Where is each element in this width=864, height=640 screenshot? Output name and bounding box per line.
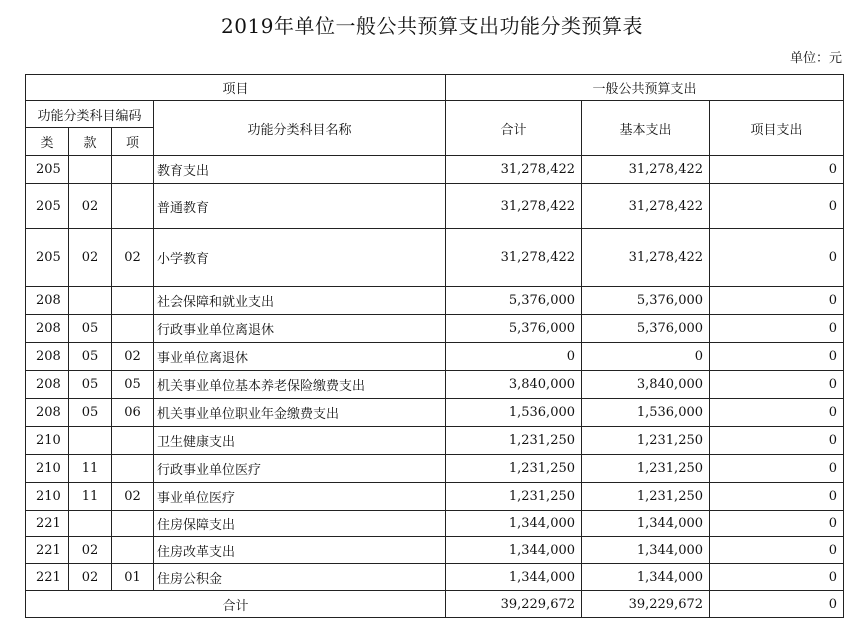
cell-project: 0 <box>710 184 844 229</box>
table-row <box>26 315 844 343</box>
cell-lei: 208 <box>26 343 69 371</box>
cell-kuan: 02 <box>69 184 112 229</box>
cell-xiang <box>112 287 154 315</box>
cell-lei: 208 <box>26 315 69 343</box>
page-title: 2019年单位一般公共预算支出功能分类预算表 <box>221 14 643 38</box>
cell-xiang <box>112 315 154 343</box>
cell-kuan <box>69 511 112 537</box>
cell-name: 卫生健康支出 <box>154 427 446 455</box>
table-body <box>26 156 844 618</box>
cell-project: 0 <box>710 483 844 511</box>
cell-project: 0 <box>710 315 844 343</box>
summary-project: 0 <box>710 591 844 618</box>
summary-row <box>26 591 844 618</box>
cell-project: 0 <box>710 371 844 399</box>
cell-basic: 3,840,000 <box>582 371 710 399</box>
cell-xiang: 02 <box>112 343 154 371</box>
header-general-budget: 一般公共预算支出 <box>446 75 844 101</box>
cell-lei: 221 <box>26 564 69 591</box>
cell-xiang: 05 <box>112 371 154 399</box>
table-row <box>26 371 844 399</box>
cell-name: 住房公积金 <box>154 564 446 591</box>
cell-kuan: 02 <box>69 229 112 287</box>
cell-name: 行政事业单位离退休 <box>154 315 446 343</box>
cell-project: 0 <box>710 156 844 184</box>
cell-total: 31,278,422 <box>446 156 582 184</box>
summary-basic: 39,229,672 <box>582 591 710 618</box>
cell-total: 1,344,000 <box>446 564 582 591</box>
table-row <box>26 156 844 184</box>
cell-basic: 31,278,422 <box>582 156 710 184</box>
cell-xiang <box>112 537 154 564</box>
cell-xiang <box>112 427 154 455</box>
cell-lei: 208 <box>26 399 69 427</box>
cell-total: 1,231,250 <box>446 483 582 511</box>
cell-name: 事业单位离退休 <box>154 343 446 371</box>
cell-basic: 1,231,250 <box>582 427 710 455</box>
cell-xiang <box>112 156 154 184</box>
cell-kuan: 02 <box>69 537 112 564</box>
cell-lei: 210 <box>26 427 69 455</box>
cell-name: 社会保障和就业支出 <box>154 287 446 315</box>
summary-total: 39,229,672 <box>446 591 582 618</box>
cell-name: 行政事业单位医疗 <box>154 455 446 483</box>
cell-total: 31,278,422 <box>446 229 582 287</box>
header-xiang: 项 <box>112 128 154 156</box>
cell-project: 0 <box>710 399 844 427</box>
cell-kuan: 05 <box>69 399 112 427</box>
cell-basic: 1,344,000 <box>582 564 710 591</box>
header-basic: 基本支出 <box>582 101 710 156</box>
cell-basic: 31,278,422 <box>582 229 710 287</box>
cell-name: 事业单位医疗 <box>154 483 446 511</box>
cell-lei: 210 <box>26 483 69 511</box>
table-row <box>26 537 844 564</box>
cell-basic: 5,376,000 <box>582 287 710 315</box>
cell-total: 0 <box>446 343 582 371</box>
cell-total: 1,536,000 <box>446 399 582 427</box>
cell-basic: 1,344,000 <box>582 511 710 537</box>
cell-basic: 1,536,000 <box>582 399 710 427</box>
cell-name: 普通教育 <box>154 184 446 229</box>
header-name: 功能分类科目名称 <box>154 101 446 156</box>
cell-lei: 205 <box>26 156 69 184</box>
cell-total: 31,278,422 <box>446 184 582 229</box>
cell-basic: 5,376,000 <box>582 315 710 343</box>
cell-basic: 1,231,250 <box>582 483 710 511</box>
cell-lei: 208 <box>26 287 69 315</box>
table-row <box>26 455 844 483</box>
cell-kuan <box>69 287 112 315</box>
cell-basic: 0 <box>582 343 710 371</box>
header-project: 项目支出 <box>710 101 844 156</box>
cell-lei: 221 <box>26 537 69 564</box>
cell-total: 1,231,250 <box>446 455 582 483</box>
cell-total: 5,376,000 <box>446 315 582 343</box>
cell-name: 小学教育 <box>154 229 446 287</box>
cell-xiang: 02 <box>112 229 154 287</box>
cell-total: 5,376,000 <box>446 287 582 315</box>
table-row <box>26 483 844 511</box>
cell-xiang <box>112 455 154 483</box>
cell-project: 0 <box>710 564 844 591</box>
cell-name: 机关事业单位职业年金缴费支出 <box>154 399 446 427</box>
table-row <box>26 287 844 315</box>
table-row <box>26 399 844 427</box>
table-row <box>26 564 844 591</box>
cell-kuan <box>69 427 112 455</box>
cell-xiang <box>112 511 154 537</box>
header-lei: 类 <box>26 128 69 156</box>
table-row <box>26 427 844 455</box>
cell-project: 0 <box>710 427 844 455</box>
cell-name: 住房保障支出 <box>154 511 446 537</box>
summary-label: 合计 <box>26 591 446 618</box>
cell-lei: 208 <box>26 371 69 399</box>
unit-label: 单位：元 <box>789 51 842 66</box>
cell-project: 0 <box>710 287 844 315</box>
cell-kuan: 11 <box>69 483 112 511</box>
table-row <box>26 184 844 229</box>
cell-total: 1,344,000 <box>446 511 582 537</box>
budget-table <box>25 74 844 618</box>
cell-kuan: 05 <box>69 343 112 371</box>
cell-name: 住房改革支出 <box>154 537 446 564</box>
cell-lei: 221 <box>26 511 69 537</box>
cell-lei: 205 <box>26 229 69 287</box>
cell-xiang: 02 <box>112 483 154 511</box>
table-row <box>26 511 844 537</box>
cell-basic: 1,344,000 <box>582 537 710 564</box>
cell-project: 0 <box>710 229 844 287</box>
cell-project: 0 <box>710 455 844 483</box>
cell-basic: 31,278,422 <box>582 184 710 229</box>
cell-total: 3,840,000 <box>446 371 582 399</box>
cell-project: 0 <box>710 511 844 537</box>
table-row <box>26 229 844 287</box>
cell-kuan <box>69 156 112 184</box>
header-kuan: 款 <box>69 128 112 156</box>
cell-basic: 1,231,250 <box>582 455 710 483</box>
cell-name: 教育支出 <box>154 156 446 184</box>
cell-xiang <box>112 184 154 229</box>
table-row <box>26 343 844 371</box>
cell-total: 1,344,000 <box>446 537 582 564</box>
cell-xiang: 06 <box>112 399 154 427</box>
header-code-group: 功能分类科目编码 <box>26 101 154 128</box>
cell-project: 0 <box>710 537 844 564</box>
cell-lei: 205 <box>26 184 69 229</box>
cell-kuan: 05 <box>69 315 112 343</box>
cell-lei: 210 <box>26 455 69 483</box>
cell-total: 1,231,250 <box>446 427 582 455</box>
cell-name: 机关事业单位基本养老保险缴费支出 <box>154 371 446 399</box>
cell-project: 0 <box>710 343 844 371</box>
cell-xiang: 01 <box>112 564 154 591</box>
cell-kuan: 11 <box>69 455 112 483</box>
header-total: 合计 <box>446 101 582 156</box>
cell-kuan: 02 <box>69 564 112 591</box>
cell-kuan: 05 <box>69 371 112 399</box>
header-item: 项目 <box>26 75 446 101</box>
